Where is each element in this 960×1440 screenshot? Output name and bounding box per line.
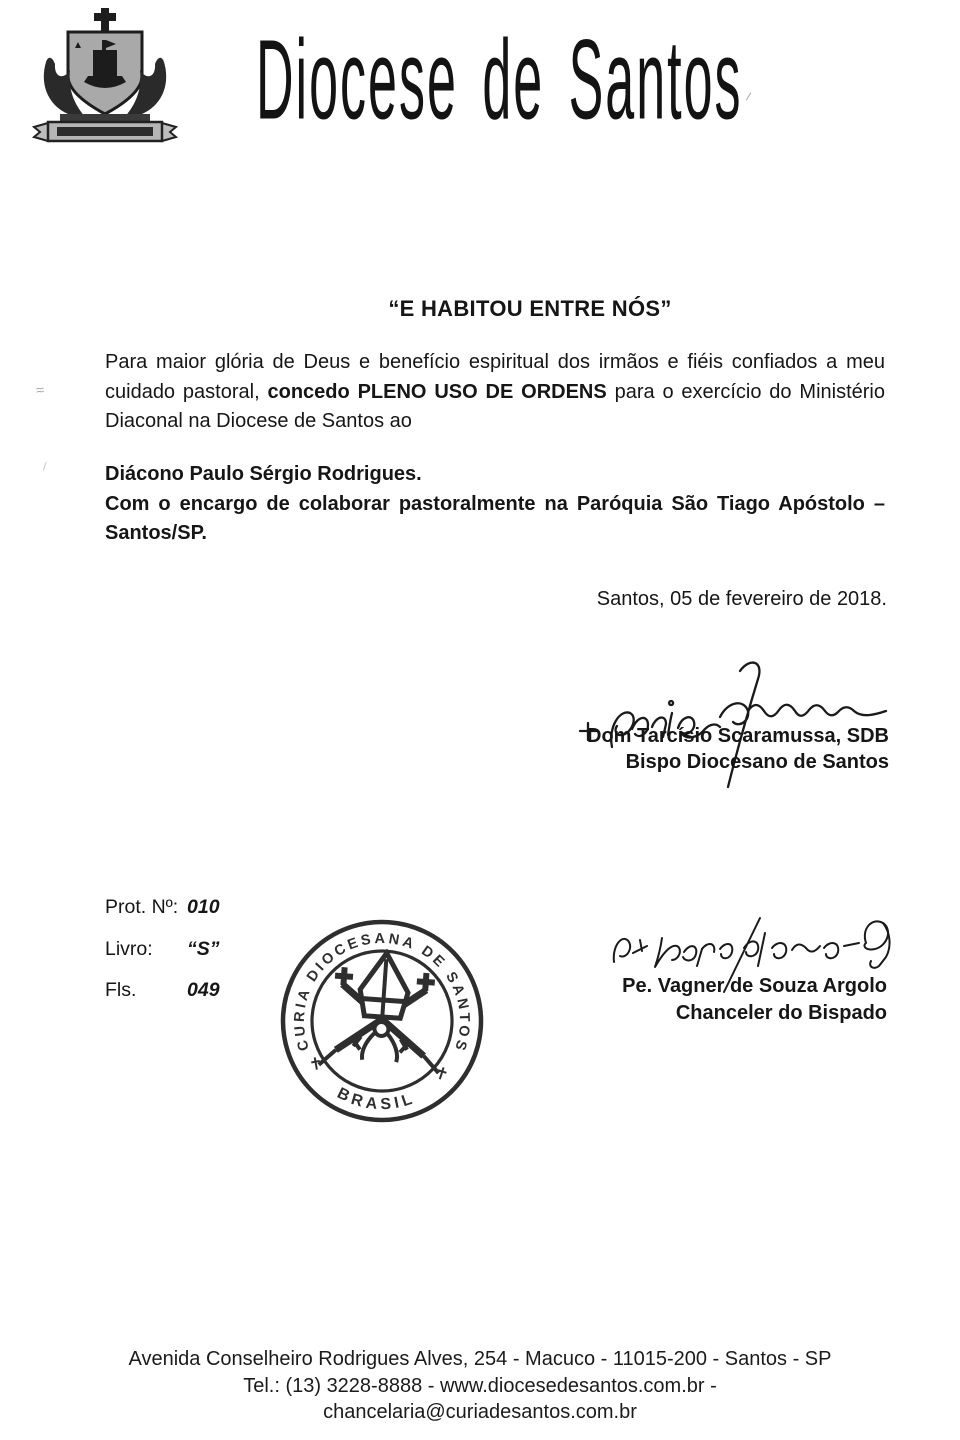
curia-round-stamp (276, 915, 488, 1127)
scan-artifact (42, 461, 48, 472)
stamp-ring-text: CURIA DIOCESANA DE SANTOS (291, 930, 473, 1056)
deacon-name-line: Diácono Paulo Sérgio Rodrigues. (105, 463, 422, 485)
protocol-label: Prot. Nº: (105, 896, 179, 918)
bishop-signature-block (400, 723, 889, 775)
paragraph-text: Para maior glória de Deus e benefício espiritual dos irmãos e fiéis confiados a meu cuidado pastoral, (105, 351, 885, 403)
letter-title: “E HABITOU ENTRE NÓS” (388, 296, 672, 321)
chancellor-signature-block (500, 973, 887, 1027)
diocese-coat-of-arms-logo (30, 4, 180, 146)
footer-email: chancelaria@curiadesantos.com.br (323, 1401, 637, 1423)
letterhead-footer (0, 1346, 960, 1426)
sheet-label: Fls. (105, 979, 137, 1001)
cross-icon (94, 8, 116, 32)
paragraph-deacon-assignment (105, 460, 885, 549)
book-row (105, 938, 220, 961)
bishop-role: Bispo Diocesano de Santos (625, 751, 889, 773)
chancellor-name: Pe. Vagner de Souza Argolo (622, 975, 887, 997)
stamp-left-cross-icon: ✝ (307, 1053, 325, 1075)
scan-artifact: ≈ (34, 381, 46, 400)
footer-address: Avenida Conselheiro Rodrigues Alves, 254 - Macuco - 11015-200 - Santos - SP (128, 1348, 832, 1370)
scan-artifact (746, 92, 752, 100)
chancellor-role: Chanceler do Bispado (675, 1002, 887, 1024)
bishop-name: Dom Tarcísio Scaramussa, SDB (587, 725, 889, 747)
paragraph-text: para o exercício do Ministério Diaconal na Diocese de Santos ao (105, 380, 885, 432)
paragraph-bold-text: concedo PLENO USO DE ORDENS (267, 380, 607, 403)
sheet-row (105, 979, 220, 1002)
assignment-line: Com o encargo de colaborar pastoralmente na Paróquia São Tiago Apóstolo – Santos/SP. (105, 492, 885, 544)
book-value: “S” (187, 938, 220, 960)
book-label: Livro: (105, 938, 153, 960)
org-wordmark: Diocese de Santos (256, 18, 743, 145)
footer-phone-website: Tel.: (13) 3228-8888 - www.diocesedesantos.com.br - (243, 1374, 717, 1397)
stamp-right-cross-icon: ✝ (431, 1062, 452, 1086)
protocol-number-row (105, 896, 220, 919)
protocol-value: 010 (187, 896, 220, 918)
pedestal (60, 114, 150, 121)
banner-ribbon (34, 122, 176, 141)
date-line: Santos, 05 de fevereiro de 2018. (596, 588, 887, 610)
paragraph-concession (105, 348, 885, 437)
sheet-value: 049 (187, 979, 220, 1001)
stamp-bottom-text: BRASIL (334, 1084, 419, 1114)
